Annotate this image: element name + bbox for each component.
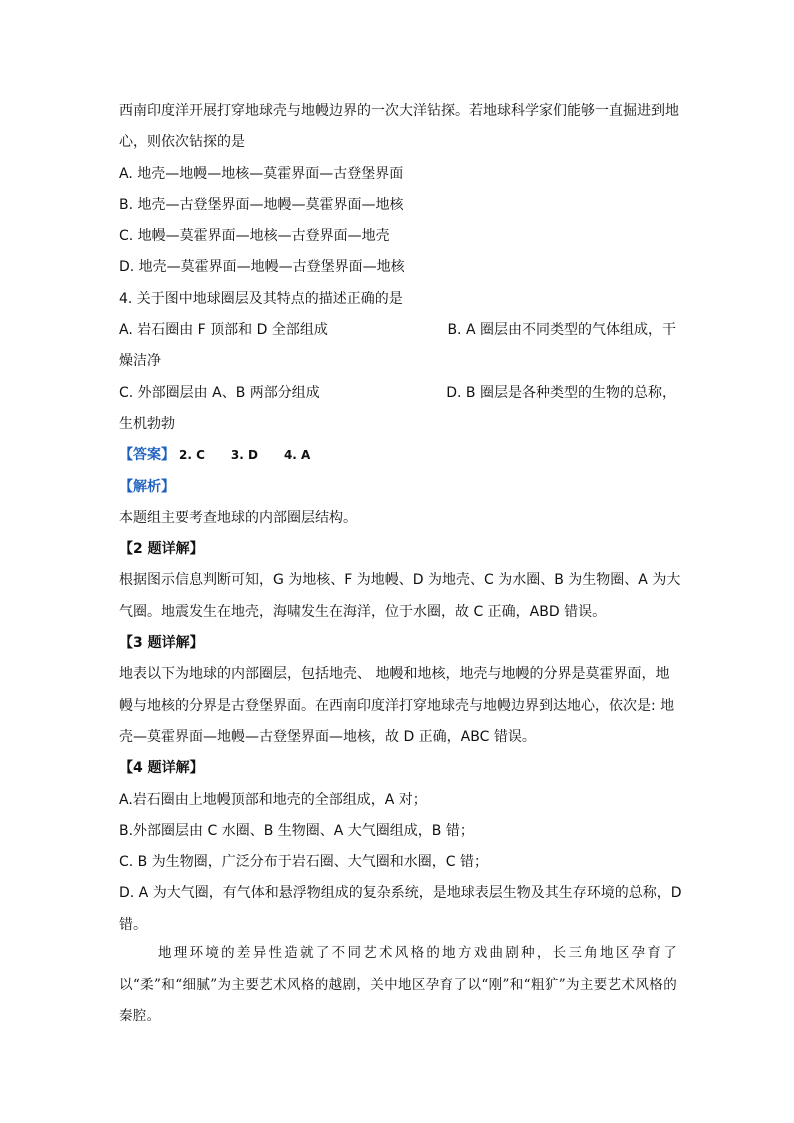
- answer-value-4: 4. A: [283, 448, 311, 463]
- q4-option-c: C. 外部圈层由 A、B 两部分组成: [119, 384, 320, 401]
- detail-2-line-1: 根据图示信息判断可知，G 为地核、F 为地幔、D 为地壳、C 为水圈、B 为生物圈、A 为大: [119, 572, 681, 589]
- q3-option-b: B. 地壳—古登堡界面—地幔—莫霍界面—地核: [119, 196, 404, 213]
- detail-3-line-3: 壳—莫霍界面—地幔—古登堡界面—地核，故 D 正确，ABC 错误。: [119, 728, 536, 745]
- detail-4-line-3: C. B 为生物圈，广泛分布于岩石圈、大气圈和水圈，C 错；: [119, 854, 488, 871]
- detail-2-heading: 【2 题详解】: [119, 541, 204, 558]
- detail-3-line-1: 地表以下为地球的内部圈层，包括地壳、 地幔和地核，地壳与地幔的分界是莫霍界面，地: [119, 666, 670, 683]
- detail-2-line-2: 气圈。地震发生在地壳，海啸发生在海洋，位于水圈，故 C 正确，ABD 错误。: [119, 603, 607, 620]
- q4-options-row-1: [119, 315, 676, 346]
- q4-option-b: B. A 圈层由不同类型的气体组成，干: [447, 322, 676, 339]
- answer-value-2: 2. C: [179, 448, 205, 463]
- q3-option-a: A. 地壳—地幔—地核—莫霍界面—古登堡界面: [119, 165, 404, 182]
- q3-option-d: D. 地壳—莫霍界面—地幔—古登堡界面—地核: [119, 259, 405, 276]
- answer-tag: 【答案】: [119, 447, 175, 464]
- q4-option-b-continued: 燥洁净: [119, 353, 161, 370]
- q3-option-c: C. 地幔—莫霍界面—地核—古登界面—地壳: [119, 228, 390, 245]
- detail-4-line-2: B.外部圈层由 C 水圈、B 生物圈、A 大气圈组成，B 错；: [119, 822, 474, 839]
- answer-line: [119, 440, 679, 471]
- detail-4-line-1: A.岩石圈由上地幔顶部和地壳的全部组成，A 对；: [119, 791, 427, 808]
- detail-3-heading: 【3 题详解】: [119, 635, 204, 652]
- analysis-intro: 本题组主要考查地球的内部圈层结构。: [119, 509, 357, 526]
- answer-value-3: 3. D: [230, 448, 258, 463]
- q3-stem-line-2: 心，则依次钻探的是: [119, 134, 245, 151]
- q3-stem-line-1: 西南印度洋开展打穿地球壳与地幔边界的一次大洋钻探。若地球科学家们能够一直掘进到地: [119, 103, 679, 119]
- detail-4-line-4: D. A 为大气圈，有气体和悬浮物组成的复杂系统，是地球表层生物及其生存环境的总称，D: [119, 885, 682, 902]
- detail-3-line-2: 幔与地核的分界是古登堡界面。在西南印度洋打穿地球壳与地幔边界到达地心，依次是: 地: [119, 697, 675, 714]
- q4-option-d-continued: 生机勃勃: [119, 415, 175, 432]
- analysis-heading: [119, 472, 679, 503]
- detail-4-heading: 【4 题详解】: [119, 760, 204, 777]
- q4-options-row-2: [119, 378, 676, 409]
- next-passage: 地理环境的差异性造就了不同艺术风格的地方戏曲剧种，长三角地区孕育了以“柔”和“细腻”为主要艺术风格的越剧，关中地区孕育了以“刚”和“粗犷”为主要艺术风格的秦腔。: [119, 945, 677, 1024]
- detail-4-line-5: 错。: [119, 916, 147, 933]
- analysis-tag: 【解析】: [119, 478, 175, 495]
- answer-values: [179, 448, 336, 462]
- q4-option-d: D. B 圈层是各种类型的生物的总称，: [446, 384, 676, 401]
- question-content: [119, 96, 682, 941]
- q4-option-a: A. 岩石圈由 F 顶部和 D 全部组成: [119, 322, 328, 339]
- q4-stem: 4. 关于图中地球圈层及其特点的描述正确的是: [119, 290, 403, 307]
